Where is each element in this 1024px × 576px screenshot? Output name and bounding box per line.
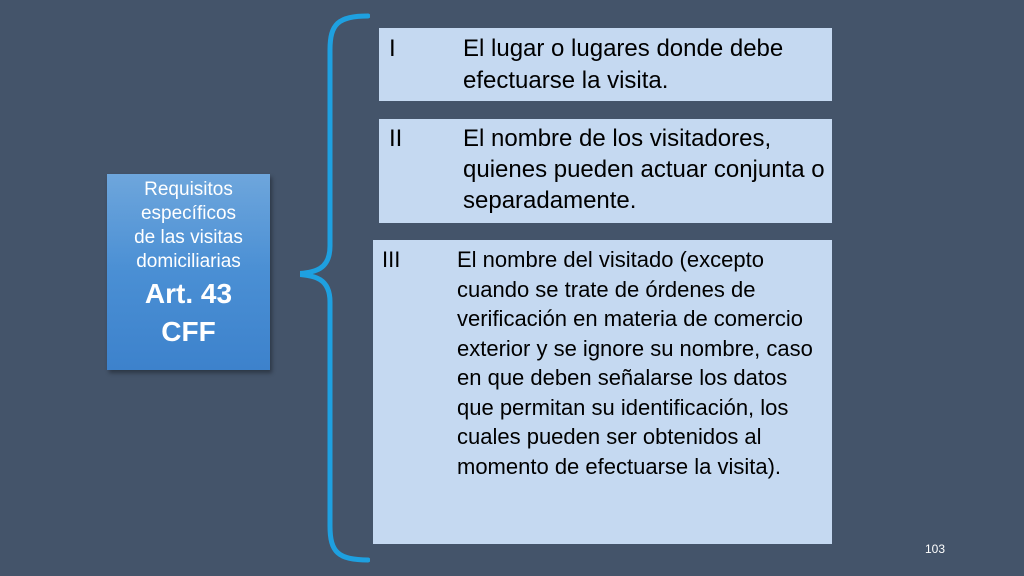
item-number: I bbox=[389, 35, 396, 62]
requirement-item-2 bbox=[379, 119, 832, 223]
title-line-2: específicos bbox=[140, 203, 237, 224]
item-text: El nombre de los visitadores, quienes pueden actuar conjunta o separadamente. bbox=[463, 125, 825, 214]
item-text: El nombre del visitado (excepto cuando se trate de órdenes de verificación en materia de comercio exterior y se ignore su nombre, caso en que deben señalarse los datos que permitan su identificación, los cuales pueden ser obtenidos al momento de efectuarse la visita). bbox=[457, 247, 813, 479]
requirement-item-3 bbox=[373, 240, 832, 544]
item-number: III bbox=[382, 247, 401, 272]
item-text: El lugar o lugares donde debe efectuarse la visita. bbox=[463, 35, 784, 94]
curly-brace-icon bbox=[300, 10, 370, 566]
page-number: 103 bbox=[924, 542, 946, 556]
title-line-1: Requisitos bbox=[144, 179, 233, 200]
item-number: II bbox=[389, 125, 403, 152]
code-line: CFF bbox=[161, 316, 216, 347]
article-line: Art. 43 bbox=[144, 278, 233, 309]
title-line-3: de las visitas bbox=[134, 227, 243, 248]
title-line-4: domiciliarias bbox=[136, 251, 241, 272]
requirement-item-1 bbox=[379, 28, 832, 101]
requirements-title-box bbox=[107, 174, 270, 370]
